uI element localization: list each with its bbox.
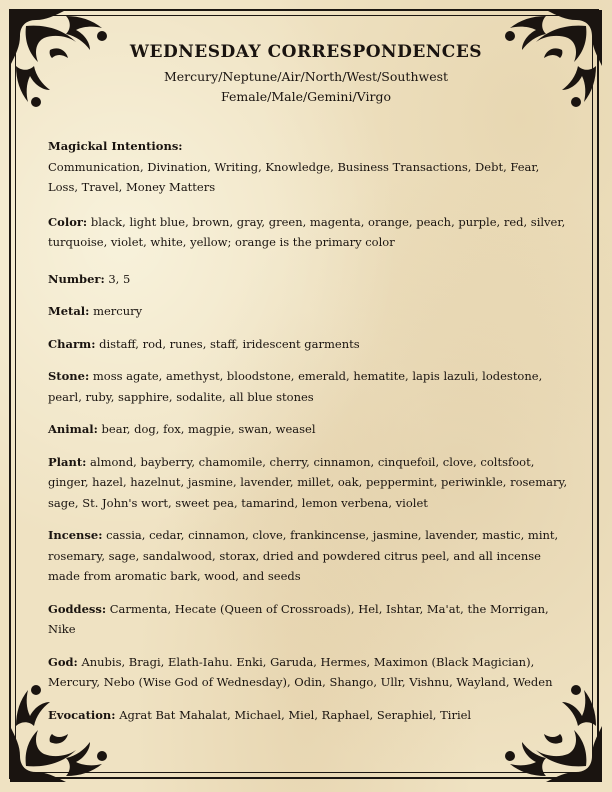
entry-label: Charm: (48, 336, 96, 351)
entry-metal (48, 301, 568, 322)
correspondence-list (48, 136, 568, 737)
entry-label: Magickal Intentions: (48, 139, 183, 153)
entry-label: Incense: (48, 528, 103, 542)
entry-incense (48, 525, 568, 587)
entry-text: moss agate, amethyst, bloodstone, emerald, hematite, lapis lazuli, lodestone, pearl, ruby, sapphire, sodalite, all blue stones (48, 369, 543, 404)
entry-stone (48, 366, 568, 407)
entry-text: 3, 5 (108, 271, 131, 286)
entry-label: Animal: (48, 422, 98, 436)
entry-number (48, 269, 568, 290)
entry-label: Color: (48, 214, 88, 229)
entry-plant (48, 452, 568, 514)
entry-text: Agrat Bat Mahalat, Michael, Miel, Raphael, Seraphiel, Tiriel (119, 707, 472, 722)
entry-text: mercury (93, 304, 143, 318)
entry-god (48, 652, 568, 693)
entry-label: Goddess: (48, 601, 107, 616)
page-title: WEDNESDAY CORRESPONDENCES (129, 42, 483, 62)
entry-label: Plant: (48, 454, 87, 469)
entry-text: distaff, rod, runes, staff, iridescent garments (99, 336, 360, 351)
entry-magickal-intentions (48, 136, 568, 198)
entry-charm (48, 334, 568, 355)
entry-label: Number: (48, 271, 105, 286)
entry-text: black, light blue, brown, gray, green, magenta, orange, peach, purple, red, silver, turquoise, violet, white, yellow; orange is the primary color (48, 214, 566, 249)
entry-label: Evocation: (48, 707, 116, 722)
entry-label: Metal: (48, 304, 90, 318)
entry-text: Communication, Divination, Writing, Knowledge, Business Transactions, Debt, Fear, Loss, Travel, Money Matters (48, 159, 540, 194)
entry-color (48, 212, 568, 253)
entry-goddess (48, 599, 568, 640)
subtitle-genders-signs: Female/Male/Gemini/Virgo (221, 89, 391, 104)
entry-text: cassia, cedar, cinnamon, clove, frankincense, jasmine, lavender, mastic, mint, rosemary, sage, sandalwood, storax, dried and powdered citrus peel, and all incense made from aromatic bark, wood, and seeds (48, 528, 559, 583)
entry-animal (48, 419, 568, 440)
entry-text: bear, dog, fox, magpie, swan, weasel (101, 422, 316, 436)
entry-label: God: (48, 654, 78, 669)
entry-text: Anubis, Bragi, Elath-Iahu. Enki, Garuda, Hermes, Maximon (Black Magician), Mercury, Nebo (Wise God of Wednesday), Odin, Shango, Ullr, Vishnu, Wayland, Weden (48, 654, 553, 689)
entry-text: Carmenta, Hecate (Queen of Crossroads), Hel, Ishtar, Ma'at, the Morrigan, Nike (48, 601, 549, 636)
subtitle-planets-directions: Mercury/Neptune/Air/North/West/Southwest (163, 69, 449, 84)
entry-text: almond, bayberry, chamomile, cherry, cinnamon, cinquefoil, clove, coltsfoot, ginger, hazel, hazelnut, jasmine, lavender, millet, oak, peppermint, periwinkle, rosemary, sage, St. John's wort, sweet pea, tamarind, lemon verbena, violet (48, 454, 568, 510)
entry-label: Stone: (48, 369, 90, 383)
entry-evocation (48, 705, 568, 726)
